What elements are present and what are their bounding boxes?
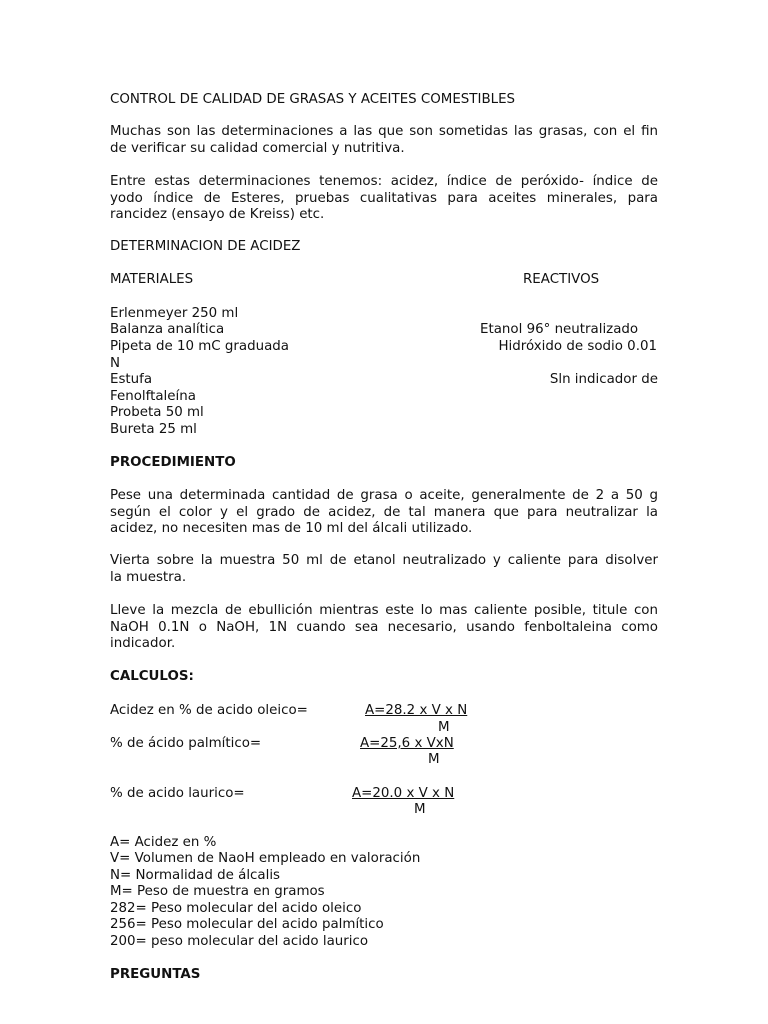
material-item: Balanza analítica: [110, 322, 225, 337]
lauric-formula-label: % de acido laurico=: [110, 786, 245, 801]
reagents-heading: REACTIVOS: [523, 272, 600, 287]
questions-heading: PREGUNTAS: [110, 967, 201, 982]
reagent-item: Sln indicador de: [549, 372, 658, 387]
procedure-line: Pese una determinada cantidad de grasa o aceite, generalmente de 2 a 50 g: [110, 488, 658, 503]
oleic-formula-numerator: A=28.2 x V x N: [365, 703, 468, 718]
palmitic-formula-denominator: M: [428, 752, 440, 767]
procedure-paragraph-3: [110, 603, 658, 653]
intro-paragraph: [110, 124, 658, 157]
materials-heading: MATERIALES: [110, 272, 194, 287]
legend-item: M= Peso de muestra en gramos: [110, 884, 325, 899]
oleic-formula-denominator: M: [438, 720, 450, 735]
procedure-line: Vierta sobre la muestra 50 ml de etanol neutralizado y caliente para disolver: [110, 553, 658, 568]
procedure-line: Lleve la mezcla de ebullición mientras este lo mas caliente posible, titule con: [110, 603, 658, 618]
legend-item: N= Normalidad de álcalis: [110, 868, 281, 883]
material-item: Estufa: [110, 372, 153, 387]
procedure-line: la muestra.: [110, 569, 187, 585]
acidity-section-heading: DETERMINACION DE ACIDEZ: [110, 239, 301, 254]
legend-item: 282= Peso molecular del acido oleico: [110, 901, 362, 916]
procedure-paragraph-2: [110, 553, 658, 586]
legend-item: A= Acidez en %: [110, 835, 217, 850]
material-item-wrap: N: [110, 356, 121, 371]
determinations-line: Entre estas determinaciones tenemos: acidez, índice de peróxido- índice de: [110, 174, 658, 189]
oleic-formula-label: Acidez en % de acido oleico=: [110, 703, 308, 718]
legend-item: V= Volumen de NaoH empleado en valoración: [110, 851, 421, 866]
procedure-paragraph-1: [110, 488, 658, 538]
material-item-wrap: Fenolftaleína: [110, 389, 196, 404]
determinations-paragraph: [110, 174, 658, 224]
palmitic-formula-label: % de ácido palmítico=: [110, 736, 262, 751]
intro-line: Muchas son las determinaciones a las que son sometidas las grasas, con el fin: [110, 124, 658, 139]
procedure-line: según el color y el grado de acidez, de tal manera que para neutralizar la: [110, 504, 658, 520]
lauric-formula-numerator: A=20.0 x V x N: [352, 786, 455, 801]
procedure-heading: PROCEDIMIENTO: [110, 455, 236, 470]
lauric-formula-denominator: M: [414, 802, 426, 817]
document-title: CONTROL DE CALIDAD DE GRASAS Y ACEITES COMESTIBLES: [110, 92, 516, 107]
material-item: Bureta 25 ml: [110, 422, 197, 437]
procedure-line: NaOH 0.1N o NaOH, 1N cuando sea necesario, usando fenboltaleina como: [110, 619, 658, 635]
material-item: Erlenmeyer 250 ml: [110, 306, 239, 321]
procedure-line: indicador.: [110, 636, 176, 652]
palmitic-formula-numerator: A=25,6 x VxN: [360, 736, 454, 751]
material-item: Pipeta de 10 mC graduada: [110, 339, 290, 354]
legend-item: 256= Peso molecular del acido palmítico: [110, 917, 384, 932]
calculations-heading: CALCULOS:: [110, 669, 194, 684]
legend-item: 200= peso molecular del acido laurico: [110, 934, 369, 949]
determinations-line: rancidez (ensayo de Kreiss) etc.: [110, 207, 325, 223]
intro-line: de verificar su calidad comercial y nutritiva.: [110, 140, 405, 156]
reagent-item: Hidróxido de sodio 0.01: [498, 339, 657, 354]
determinations-line: yodo índice de Esteres, pruebas cualitativas para aceites minerales, para: [110, 190, 658, 206]
procedure-line: acidez, no necesiten mas de 10 ml del álcali utilizado.: [110, 521, 473, 537]
material-item: Probeta 50 ml: [110, 405, 204, 420]
reagent-item: Etanol 96° neutralizado: [480, 322, 639, 337]
